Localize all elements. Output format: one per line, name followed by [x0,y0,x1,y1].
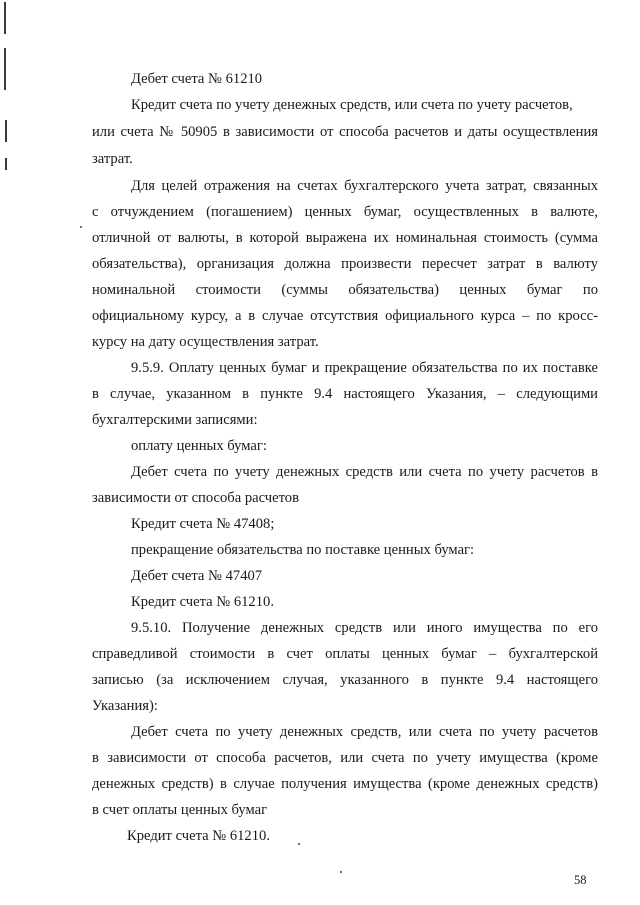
text-line: прекращение обязательства по поставке ценных бумаг: [131,542,475,558]
page-number: 58 [574,873,587,887]
text-line: Кредит счета № 61210. [131,594,274,610]
text-line: в зависимости от способа расчетов, или счета по учету имущества (кроме [92,750,598,766]
text-line: затрат. [92,151,133,167]
text-line: Кредит счета № 47408; [131,516,275,532]
text-line: официальному курсу, а в случае отсутствия официального курса – по кросс- [92,308,598,324]
text-line: Дебет счета по учету денежных средств, или счета по учету расчетов [131,724,598,740]
text-line: отличной от валюты, в которой выражена их номинальная стоимость (сумма [92,230,598,246]
text-line: в счет оплаты ценных бумаг [92,802,268,818]
text-line: Дебет счета № 47407 [131,568,263,584]
text-line: 9.5.9. Оплату ценных бумаг и прекращение обязательства по их поставке [131,360,598,376]
scan-speck [340,871,342,873]
text-line: 9.5.10. Получение денежных средств или иного имущества по его [131,620,598,636]
text-line: денежных средств) в случае получения имущества (кроме денежных средств) [92,776,598,792]
text-line: курсу на дату осуществления затрат. [92,334,319,350]
text-line: в случае, указанном в пункте 9.4 настоящего Указания, – следующими [92,386,598,402]
text-line: номинальной стоимости (суммы обязательства) ценных бумаг по [92,282,598,298]
text-line: записью (за исключением случая, указанного в пункте 9.4 настоящего [92,672,598,688]
scan-edge-mark [4,2,6,34]
text-line: с отчуждением (погашением) ценных бумаг, осуществленных в валюте, [92,204,598,220]
text-line: зависимости от способа расчетов [92,490,299,506]
text-line: справедливой стоимости в счет оплаты ценных бумаг – бухгалтерской [92,646,598,662]
text-line: Кредит счета № 61210. [127,828,270,844]
text-line: Дебет счета по учету денежных средств или счета по учету расчетов в [131,464,598,480]
text-line: Для целей отражения на счетах бухгалтерского учета затрат, связанных [131,178,598,194]
scan-edge-mark [5,158,7,170]
scan-edge-mark [5,120,7,142]
text-line: оплату ценных бумаг: [131,438,267,454]
text-line: Дебет счета № 61210 [131,71,263,87]
text-line: обязательства), организация должна произвести пересчет затрат в валюту [92,256,598,272]
text-line: Указания): [92,698,158,714]
scan-speck [80,226,82,228]
text-line: Кредит счета по учету денежных средств, или счета по учету расчетов, [131,97,573,113]
text-line: бухгалтерскими записями: [92,412,258,428]
text-line: или счета № 50905 в зависимости от способа расчетов и даты осуществления [92,124,598,140]
scan-edge-mark [4,48,6,90]
